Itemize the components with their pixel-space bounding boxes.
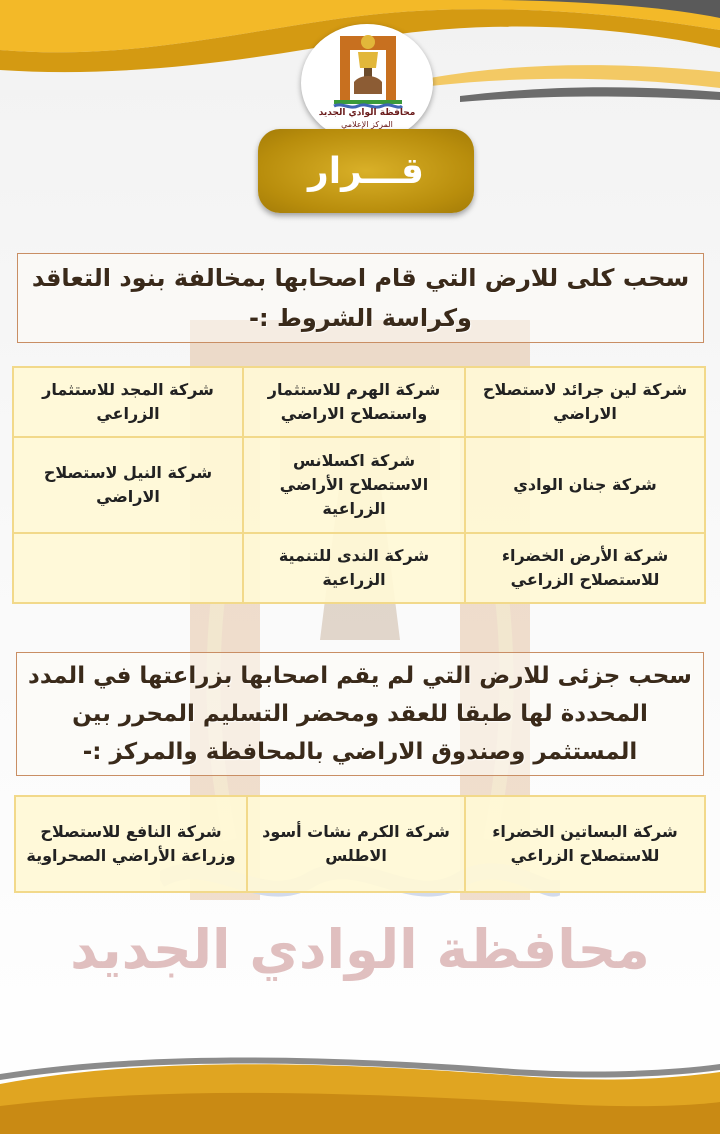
table-cell: شركة الأرض الخضراء للاستصلاح الزراعي	[465, 533, 705, 603]
table-cell: شركة النيل لاستصلاح الاراضي	[13, 437, 243, 533]
table-row	[13, 367, 705, 437]
watermark-text: محافظة الوادي الجديد	[70, 918, 650, 981]
table-cell: شركة اكسلانس الاستصلاح الأراضي الزراعية	[243, 437, 465, 533]
table-cell: شركة الهرم للاستثمار واستصلاح الاراضي	[243, 367, 465, 437]
page-title: قـــرار	[308, 150, 424, 192]
logo-governorate-name: محافظة الوادي الجديد	[318, 108, 416, 118]
table-cell: شركة المجد للاستثمار الزراعي	[13, 367, 243, 437]
table-cell: شركة الكرم نشات أسود الاطلس	[247, 796, 465, 892]
table-cell: شركة البساتين الخضراء للاستصلاح الزراعي	[465, 796, 705, 892]
table-cell: شركة لين جرائد لاستصلاح الاراضي	[465, 367, 705, 437]
title-badge	[258, 129, 474, 213]
logo-media-center: المركز الإعلامي	[341, 120, 393, 129]
section2-table	[14, 795, 706, 893]
section1-table	[12, 366, 706, 604]
table-cell	[13, 533, 243, 603]
table-cell: شركة جنان الوادي	[465, 437, 705, 533]
table-cell: شركة النافع للاستصلاح وزراعة الأراضي الصحراوية	[15, 796, 247, 892]
table-row	[13, 533, 705, 603]
bottom-swoosh-decoration	[0, 1024, 720, 1134]
section2-heading: سحب جزئى للارض التي لم يقم اصحابها بزراعتها في المدد المحددة لها طبقا للعقد ومحضر التسليم المحرر بين المستثمر وصندوق الاراضي بالمحافظة والمركز :-	[16, 652, 704, 776]
table-row	[13, 437, 705, 533]
table-cell: شركة الندى للتنمية الزراعية	[243, 533, 465, 603]
governorate-logo-icon	[330, 28, 406, 110]
section1-heading: سحب كلى للارض التي قام اصحابها بمخالفة بنود التعاقد وكراسة الشروط :-	[17, 253, 704, 343]
table-row	[15, 796, 705, 892]
